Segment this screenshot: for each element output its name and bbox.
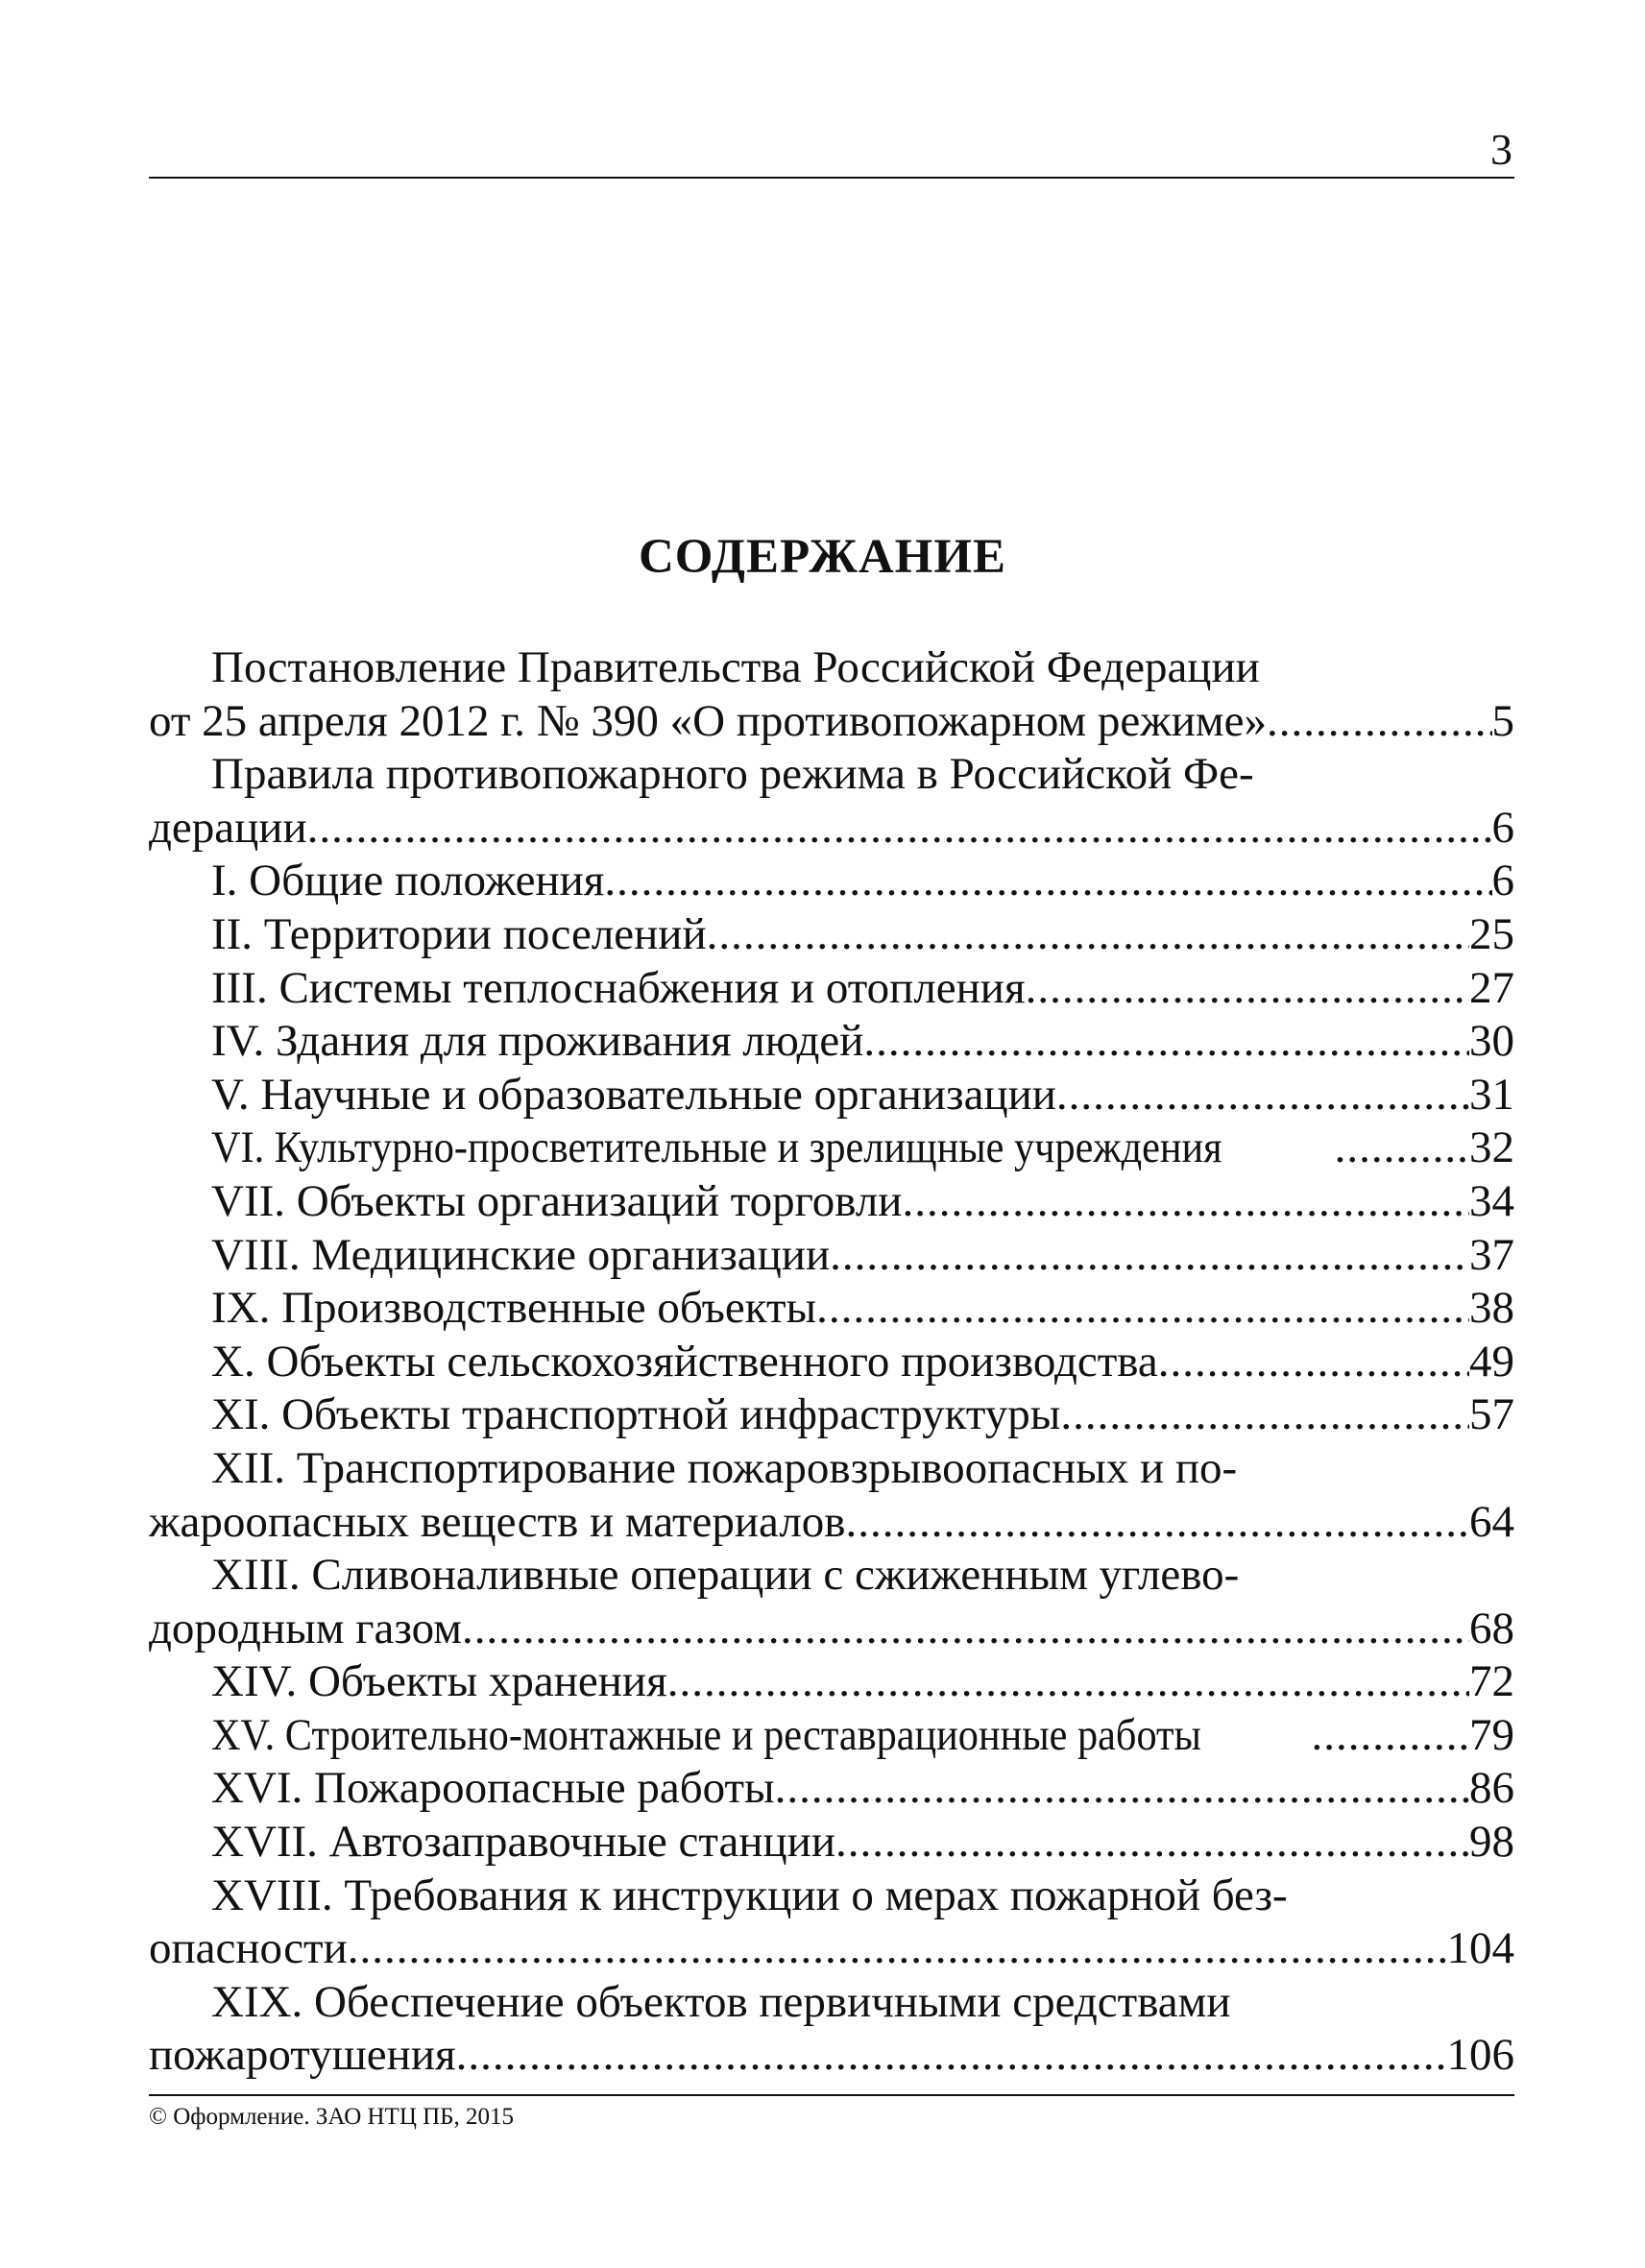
toc-page-number: 32 [1469, 1122, 1514, 1173]
toc-entry-text: XI. Объекты транспортной инфраструктуры [211, 1389, 1061, 1440]
page-number: 3 [1490, 125, 1512, 174]
toc-entry-text: II. Территории поселений [211, 908, 707, 959]
toc-page-number: 86 [1469, 1763, 1514, 1814]
copyright-footer: © Оформление. ЗАО НТЦ ПБ, 2015 [149, 2104, 515, 2130]
toc-entry[interactable] [149, 1655, 1514, 1709]
dot-leader [845, 1496, 1469, 1550]
toc-page-number: 57 [1469, 1389, 1514, 1440]
toc-entry-text: XVII. Автозаправочные станции [211, 1817, 835, 1868]
toc-entry-text: дерации [149, 802, 307, 853]
toc-entry[interactable] [149, 1388, 1514, 1442]
toc-entry[interactable] [149, 1069, 1514, 1122]
toc-entry[interactable] [149, 1709, 1514, 1763]
toc-entry-text: от 25 апреля 2012 г. № 390 «О противопожарном режиме» [149, 695, 1268, 746]
toc-entry[interactable] [149, 1549, 1514, 1655]
toc-entry-text: XVI. Пожароопасные работы [211, 1763, 775, 1814]
dot-leader [830, 1229, 1469, 1283]
toc-entry-text: XIX. Обеспечение объектов первичными средствами [211, 1976, 1231, 2027]
toc-entry-text: XVIII. Требования к инструкции о мерах пожарной без- [211, 1870, 1288, 1920]
dot-leader [1312, 1709, 1470, 1763]
toc-entry[interactable] [149, 1870, 1514, 1976]
toc-page-number: 34 [1469, 1175, 1514, 1226]
toc-entry-text: опасности [149, 1923, 348, 1974]
toc-entry[interactable] [149, 1816, 1514, 1870]
toc-page-number: 38 [1469, 1283, 1514, 1334]
toc-entry[interactable] [149, 1229, 1514, 1283]
dot-leader [775, 1762, 1469, 1816]
toc-page-number: 6 [1491, 856, 1514, 906]
table-of-contents [149, 641, 1514, 2083]
toc-entry-text: X. Объекты сельскохозяйственного производства [211, 1336, 1158, 1387]
toc-entry[interactable] [149, 641, 1514, 748]
toc-page-number: 27 [1469, 962, 1514, 1013]
toc-page-number: 79 [1469, 1709, 1514, 1760]
dot-leader [816, 1282, 1469, 1336]
toc-entry-text: IV. Здания для проживания людей [211, 1016, 864, 1067]
toc-entry[interactable] [149, 962, 1514, 1016]
toc-entry[interactable] [149, 1282, 1514, 1336]
toc-entry[interactable] [149, 1762, 1514, 1816]
toc-entry-text: XII. Транспортирование пожаровзрывоопасных и по- [211, 1442, 1238, 1493]
dot-leader [707, 908, 1469, 962]
dot-leader [307, 802, 1492, 856]
toc-page-number: 6 [1491, 802, 1514, 853]
toc-entry[interactable] [149, 1015, 1514, 1069]
toc-page-number: 72 [1469, 1656, 1514, 1707]
toc-entry-text: III. Системы теплоснабжения и отопления [211, 962, 1026, 1013]
toc-entry[interactable] [149, 1175, 1514, 1229]
toc-page-number: 37 [1469, 1229, 1514, 1280]
dot-leader [462, 1603, 1469, 1656]
toc-entry-text: IX. Производственные объекты [211, 1283, 817, 1334]
toc-entry-text: VIII. Медицинские организации [211, 1229, 831, 1280]
dot-leader [1158, 1336, 1469, 1389]
toc-entry-text: XIV. Объекты хранения [211, 1656, 667, 1707]
toc-page-number: 49 [1469, 1336, 1514, 1387]
toc-entry[interactable] [149, 1442, 1514, 1549]
toc-page-number: 68 [1469, 1603, 1514, 1653]
toc-entry-text: I. Общие положения [211, 856, 605, 906]
toc-entry[interactable] [149, 1976, 1514, 2083]
toc-page-number: 64 [1469, 1496, 1514, 1547]
toc-page-number: 30 [1469, 1016, 1514, 1067]
toc-page-number: 25 [1469, 908, 1514, 959]
footer-rule [149, 2094, 1514, 2096]
toc-title: СОДЕРЖАНИЕ [638, 530, 1007, 584]
dot-leader [902, 1175, 1469, 1229]
toc-entry-text: жароопасных веществ и материалов [149, 1496, 846, 1547]
page-header [149, 123, 1514, 179]
toc-page-number: 5 [1491, 695, 1514, 746]
toc-entry[interactable] [149, 908, 1514, 962]
toc-entry-text: XIII. Сливоналивные операции с сжиженным углево- [211, 1550, 1240, 1601]
dot-leader [1060, 1388, 1469, 1442]
toc-entry-text: VI. Культурно-просветительные и зрелищные учреждения [211, 1122, 1222, 1173]
dot-leader [1335, 1122, 1469, 1175]
toc-entry-text: пожаротушения [149, 2030, 456, 2081]
dot-leader [348, 1922, 1447, 1976]
toc-entry-text: V. Научные и образовательные организации [211, 1069, 1056, 1120]
dot-leader [1267, 695, 1491, 749]
toc-entry[interactable] [149, 1122, 1514, 1175]
dot-leader [1056, 1069, 1469, 1122]
dot-leader [1026, 962, 1469, 1016]
toc-entry-text: Постановление Правительства Российской Федерации [211, 642, 1260, 692]
toc-page-number: 104 [1446, 1923, 1514, 1974]
toc-entry-text: дородным газом [149, 1603, 462, 1653]
toc-entry-text: Правила противопожарного режима в Российской Фе- [211, 749, 1254, 800]
toc-entry-text: VII. Объекты организаций торговли [211, 1175, 903, 1226]
toc-page-number: 106 [1446, 2030, 1514, 2081]
toc-entry[interactable] [149, 748, 1514, 855]
toc-entry[interactable] [149, 1336, 1514, 1389]
dot-leader [863, 1015, 1469, 1069]
toc-entry[interactable] [149, 855, 1514, 908]
dot-leader [604, 855, 1491, 908]
toc-page-number: 31 [1469, 1069, 1514, 1120]
dot-leader [667, 1655, 1469, 1709]
toc-page-number: 98 [1469, 1817, 1514, 1868]
toc-entry-text: XV. Строительно-монтажные и реставрационные работы [211, 1709, 1201, 1760]
dot-leader [456, 2029, 1447, 2083]
dot-leader [835, 1816, 1469, 1870]
